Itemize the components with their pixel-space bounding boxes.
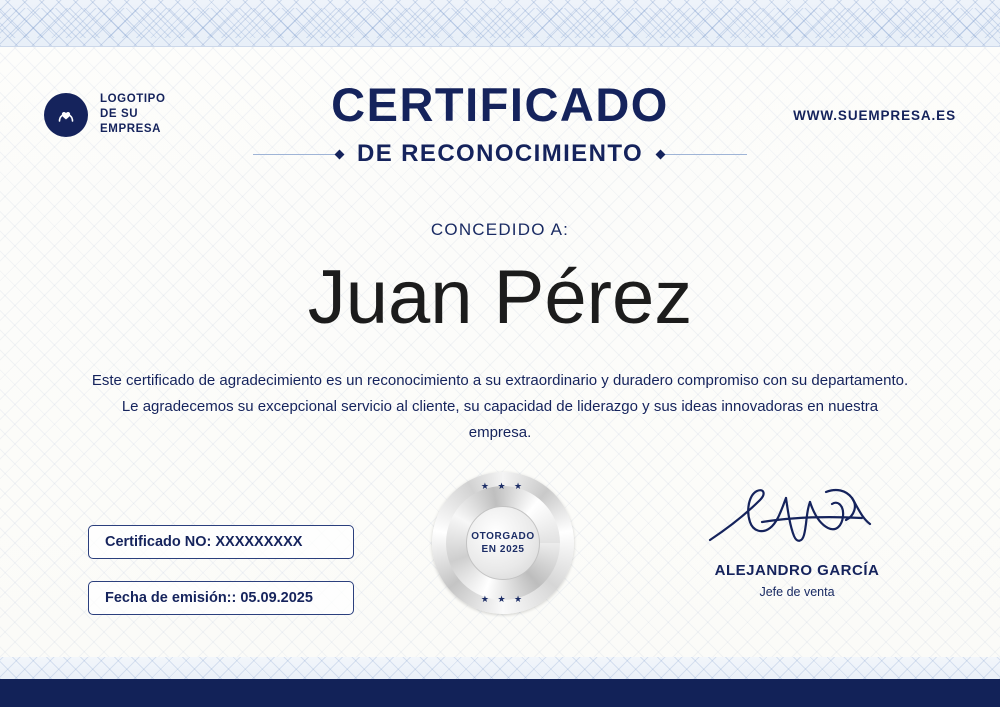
top-band-inner-pattern <box>0 8 1000 38</box>
seal-stars-bottom: ★ ★ ★ <box>480 594 526 604</box>
bottom-navy-band <box>0 679 1000 707</box>
signature-block <box>672 478 922 599</box>
logo-line-3: EMPRESA <box>100 123 162 135</box>
issue-date-field <box>88 581 354 615</box>
awarded-to-label: CONCEDIDO A: <box>430 220 570 239</box>
company-logo-block <box>44 92 166 137</box>
handwritten-signature-icon <box>702 478 892 558</box>
certificate-number-value: Certificado NO: XXXXXXXXX <box>105 534 303 550</box>
top-decorative-band <box>0 0 1000 47</box>
certificate-subtitle-row <box>220 140 780 168</box>
certificate-title-block <box>220 78 780 168</box>
signer-name: ALEJANDRO GARCÍA <box>714 562 880 579</box>
issue-date-value: Fecha de emisión:: 05.09.2025 <box>105 590 313 606</box>
seal-text-line-2: EN 2025 <box>481 544 525 555</box>
company-logo-text <box>100 92 166 137</box>
seal-stars-top: ★ ★ ★ <box>480 481 526 491</box>
company-website: WWW.SUEMPRESA.ES <box>793 108 956 123</box>
signer-title: Jefe de venta <box>759 585 835 599</box>
certificate-header <box>0 72 1000 182</box>
award-seal <box>432 472 574 614</box>
title-rule-right <box>657 154 747 155</box>
seal-text-line-1: OTORGADO <box>471 531 535 542</box>
recipient-name: Juan Pérez <box>307 255 693 340</box>
hands-heart-logo-icon <box>44 93 88 137</box>
logo-line-2: DE SU <box>100 108 139 120</box>
logo-line-1: LOGOTIPO <box>100 93 166 105</box>
seal-inner-disc <box>466 506 540 580</box>
certificate-subtitle: DE RECONOCIMIENTO <box>356 140 644 167</box>
title-rule-left <box>253 154 343 155</box>
certificate-description: Este certificado de agradecimiento es un reconocimiento a su extraordinario y duradero compromiso con su departamento. Le agradecemos su excepcional servicio al cliente, su capacidad de liderazgo y sus ideas innovadoras en nuestra empresa. <box>91 372 909 441</box>
bottom-light-band <box>0 657 1000 679</box>
certificate-number-field <box>88 525 354 559</box>
certificate-title: CERTIFICADO <box>331 78 669 131</box>
